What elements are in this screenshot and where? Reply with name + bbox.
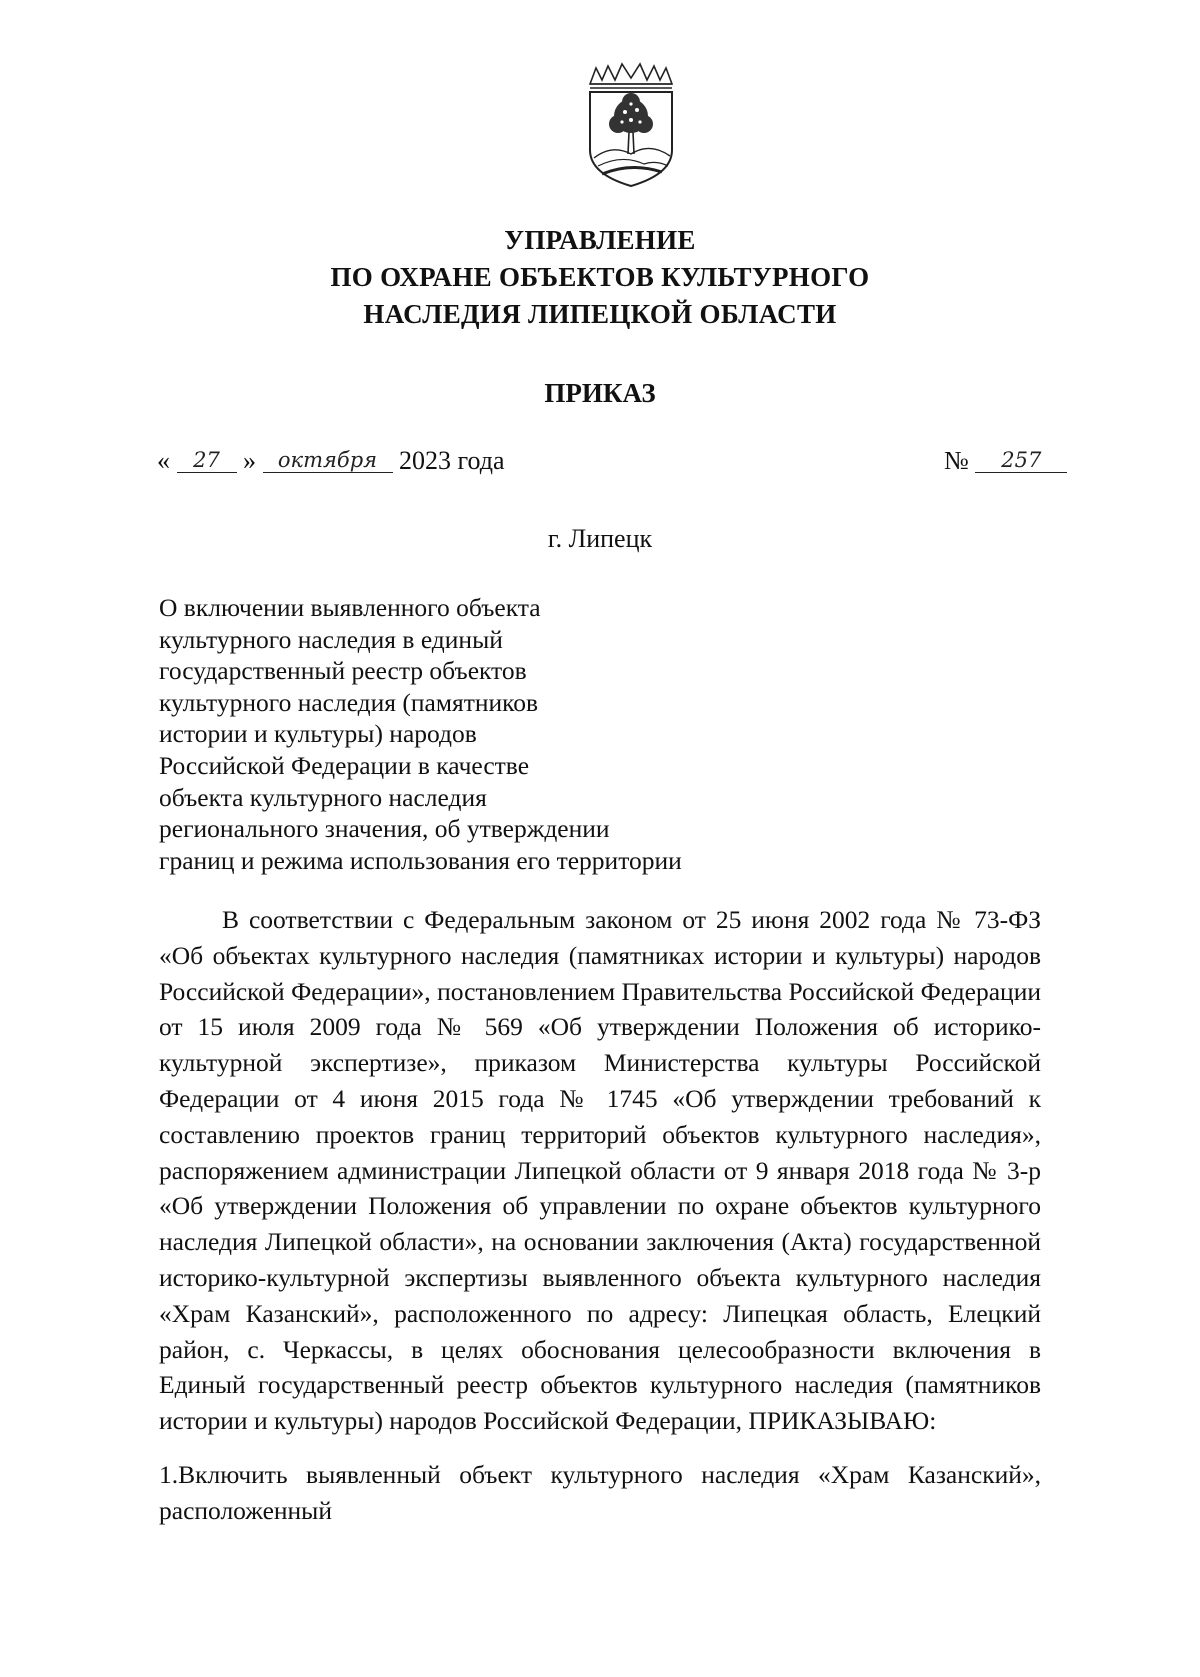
- year-text: 2023 года: [399, 446, 505, 475]
- org-line-2: ПО ОХРАНЕ ОБЪЕКТОВ КУЛЬТУРНОГО: [330, 262, 870, 292]
- city-name: г. Липецк: [547, 524, 653, 553]
- number-label: №: [944, 446, 969, 475]
- org-line-3: НАСЛЕДИЯ ЛИПЕЦКОЙ ОБЛАСТИ: [363, 299, 837, 329]
- handwritten-month: октября: [263, 448, 393, 473]
- close-quote: »: [243, 446, 256, 475]
- subject-line: истории и культуры) народов: [159, 719, 477, 749]
- order-point-1: 1.Включить выявленный объект культурного наследия «Храм Казанский», расположенный: [159, 1460, 1041, 1525]
- document-type: ПРИКАЗ: [544, 378, 656, 408]
- organization-name: [0, 222, 1200, 333]
- order-number: [944, 446, 1067, 476]
- subject-line: культурного наследия (памятников: [159, 687, 539, 717]
- handwritten-day: 27: [177, 448, 237, 473]
- date-line: [157, 446, 505, 476]
- subject-line: культурного наследия в единый: [159, 624, 503, 654]
- body-paragraph: В соответствии с Федеральным законом от 25 июня 2002 года № 73-ФЗ «Об объектах культурного наследия (памятниках истории и культуры) народов Российской Федерации», постановлением Правительства Российской Федерации от 15 июля 2009 года № 569 «Об утверждении Положения об историко-культурной экспертизе», приказом Министерства культуры Российской Федерации от 4 июня 2015 года № 1745 «Об утверждении требований к составлению проектов границ территорий объектов культурного наследия», распоряжением администрации Липецкой области от 9 января 2018 года № 3-р «Об утверждении Положения об управлении по охране объектов культурного наследия Липецкой области», на основании заключения (Акта) государственной историко-культурной экспертизы выявленного объекта культурного наследия «Храм Казанский», расположенного по адресу: Липецкая область, Елецкий район, с. Черкассы, в целях обоснования целесообразности включения в Единый государственный реестр объектов культурного наследия (памятников истории и культуры) народов Российской Федерации, ПРИКАЗЫВАЮ:: [159, 905, 1041, 1436]
- subject-line: границ и режима использования его территории: [159, 845, 682, 875]
- subject-line: регионального значения, об утверждении: [159, 814, 610, 844]
- order-subject: [159, 592, 749, 876]
- handwritten-number: 257: [975, 448, 1067, 473]
- open-quote: «: [157, 446, 170, 475]
- lipetsk-coat-of-arms-icon: [582, 62, 680, 190]
- subject-line: государственный реестр объектов: [159, 656, 527, 686]
- subject-line: Российской Федерации в качестве: [159, 750, 530, 780]
- org-line-1: УПРАВЛЕНИЕ: [504, 225, 696, 255]
- subject-line: О включении выявленного объекта: [159, 593, 541, 622]
- subject-line: объекта культурного наследия: [159, 782, 487, 812]
